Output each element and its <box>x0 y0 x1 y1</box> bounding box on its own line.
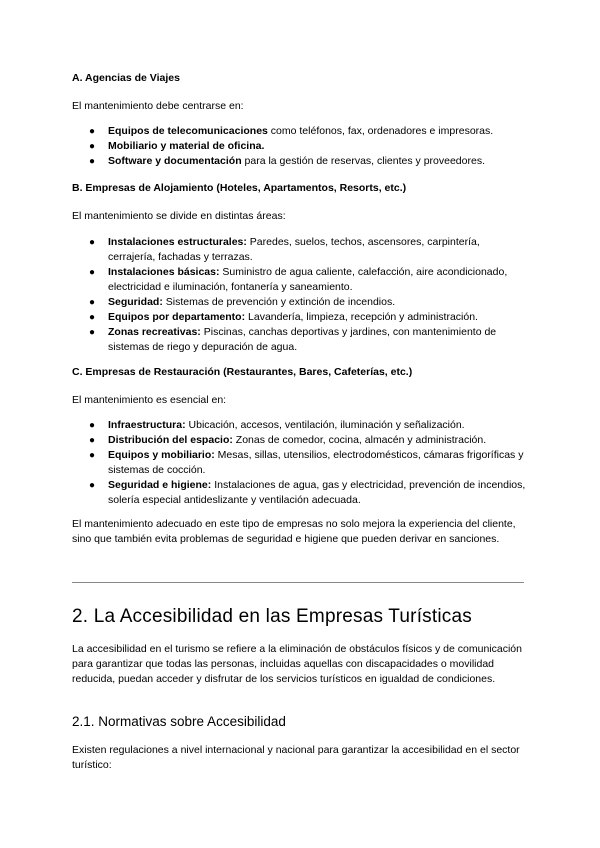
section-a-list <box>72 124 528 169</box>
list-item: ● Instalaciones estructurales: Paredes, suelos, techos, ascensores, carpintería, cerrajería, fachadas y terrazas. <box>89 236 480 263</box>
list-item: ● Mobiliario y material de oficina. <box>89 140 265 152</box>
subsection-title: 2.1. Normativas sobre Accesibilidad <box>72 714 286 729</box>
list-item: ● Software y documentación para la gestión de reservas, clientes y proveedores. <box>89 155 485 167</box>
list-item: ● Zonas recreativas: Piscinas, canchas deportivas y jardines, con mantenimiento de sistemas de riego y depuración de agua. <box>89 326 497 353</box>
list-item: ● Instalaciones básicas: Suministro de agua caliente, calefacción, aire acondicionado, electricidad e iluminación, fontanería y saneamiento. <box>89 266 508 293</box>
list-item: ● Infraestructura: Ubicación, accesos, ventilación, iluminación y señalización. <box>89 419 465 431</box>
section-c-intro: El mantenimiento es esencial en: <box>72 394 227 406</box>
bullet-icon: ● <box>89 156 96 167</box>
section-c-closing: El mantenimiento adecuado en este tipo de empresas no solo mejora la experiencia del cliente, sino que también evita problemas de seguridad e higiene que pueden derivar en sanciones. <box>72 518 516 545</box>
section-c-list <box>72 418 528 508</box>
section-a-intro: El mantenimiento debe centrarse en: <box>72 100 244 112</box>
section-2-intro: La accesibilidad en el turismo se refiere a la eliminación de obstáculos físicos y de comunicación para garantizar que todas las personas, incluidas aquellas con discapacidades o movilidad reducida, puedan acceder y disfrutar de los servicios turísticos en igualdad de condiciones. <box>72 643 522 685</box>
list-item: ● Seguridad: Sistemas de prevención y extinción de incendios. <box>89 296 396 308</box>
section-b-intro: El mantenimiento se divide en distintas áreas: <box>72 210 286 222</box>
bullet-icon: ● <box>89 435 96 446</box>
bullet-icon: ● <box>89 141 96 152</box>
bullet-icon: ● <box>89 267 96 278</box>
bullet-icon: ● <box>89 327 96 338</box>
section-b-heading: B. Empresas de Alojamiento (Hoteles, Apartamentos, Resorts, etc.) <box>72 182 407 194</box>
section-c-heading: C. Empresas de Restauración (Restaurantes, Bares, Cafeterías, etc.) <box>72 366 413 378</box>
bullet-icon: ● <box>89 420 96 431</box>
bullet-icon: ● <box>89 312 96 323</box>
section-divider <box>72 582 524 583</box>
bullet-icon: ● <box>89 297 96 308</box>
section-b-list <box>72 235 528 355</box>
page-title: 2. La Accesibilidad en las Empresas Turísticas <box>72 606 472 627</box>
bullet-icon: ● <box>89 237 96 248</box>
list-item: ● Seguridad e higiene: Instalaciones de agua, gas y electricidad, prevención de incendios, solería especial antideslizante y ventilación adecuada. <box>89 479 526 506</box>
bullet-icon: ● <box>89 450 96 461</box>
section-a-heading: A. Agencias de Viajes <box>72 72 180 84</box>
bullet-icon: ● <box>89 480 96 491</box>
bullet-icon: ● <box>89 126 96 137</box>
list-item: ● Equipos y mobiliario: Mesas, sillas, utensilios, electrodomésticos, cámaras frigoríficas y sistemas de cocción. <box>89 449 524 476</box>
list-item: ● Distribución del espacio: Zonas de comedor, cocina, almacén y administración. <box>89 434 487 446</box>
list-item: ● Equipos de telecomunicaciones como teléfonos, fax, ordenadores e impresoras. <box>89 125 494 137</box>
list-item: ● Equipos por departamento: Lavandería, limpieza, recepción y administración. <box>89 311 478 323</box>
subsection-intro: Existen regulaciones a nivel internacional y nacional para garantizar la accesibilidad en el sector turístico: <box>72 744 520 771</box>
